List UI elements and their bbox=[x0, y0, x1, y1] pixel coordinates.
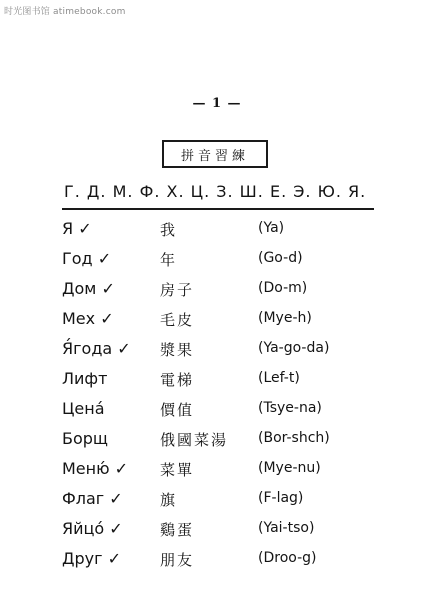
chinese-meaning: 毛皮 bbox=[160, 311, 195, 329]
chinese-meaning: 漿果 bbox=[160, 341, 195, 359]
russian-word: Меню́ ✓ bbox=[62, 459, 129, 478]
romanization: (Tsye-na) bbox=[258, 400, 322, 416]
romanization: (Yai-tso) bbox=[258, 520, 315, 536]
page-title: 拼音習練 bbox=[162, 140, 268, 168]
romanization: (Mye-nu) bbox=[258, 460, 321, 476]
vocab-row bbox=[0, 216, 434, 246]
chinese-meaning: 菜單 bbox=[160, 461, 195, 479]
alphabet-header: Г. Д. М. Ф. Х. Ц. З. Ш. Е. Э. Ю. Я. bbox=[64, 182, 367, 201]
chinese-meaning: 我 bbox=[160, 221, 178, 239]
vocab-row bbox=[0, 306, 434, 336]
russian-word: Цена́ bbox=[62, 399, 105, 418]
chinese-meaning: 價值 bbox=[160, 401, 195, 419]
vocab-row bbox=[0, 396, 434, 426]
page-number: — 1 — bbox=[192, 96, 242, 111]
chinese-meaning: 鷄蛋 bbox=[160, 521, 195, 539]
chinese-meaning: 俄國菜湯 bbox=[160, 431, 229, 449]
chinese-meaning: 朋友 bbox=[160, 551, 195, 569]
vocab-row bbox=[0, 486, 434, 516]
chinese-meaning: 房子 bbox=[160, 281, 195, 299]
alphabet-underline bbox=[62, 208, 374, 210]
watermark: 时光图书馆 atimebook.com bbox=[4, 7, 126, 17]
romanization: (Ya-go-da) bbox=[258, 340, 330, 356]
vocab-row bbox=[0, 366, 434, 396]
russian-word: Лифт bbox=[62, 369, 108, 388]
romanization: (F-lag) bbox=[258, 490, 304, 506]
vocab-row bbox=[0, 546, 434, 576]
russian-word: Я ✓ bbox=[62, 219, 92, 238]
romanization: (Bor-shch) bbox=[258, 430, 330, 446]
chinese-meaning: 旗 bbox=[160, 491, 178, 509]
vocab-row bbox=[0, 336, 434, 366]
romanization: (Go-d) bbox=[258, 250, 303, 266]
romanization: (Do-m) bbox=[258, 280, 308, 296]
vocab-row bbox=[0, 276, 434, 306]
romanization: (Ya) bbox=[258, 220, 285, 236]
vocab-row bbox=[0, 516, 434, 546]
russian-word: Мех ✓ bbox=[62, 309, 114, 328]
romanization: (Mye-h) bbox=[258, 310, 312, 326]
russian-word: Борщ bbox=[62, 429, 108, 448]
russian-word: Дом ✓ bbox=[62, 279, 115, 298]
chinese-meaning: 年 bbox=[160, 251, 178, 269]
russian-word: Яйцо́ ✓ bbox=[62, 519, 123, 538]
chinese-meaning: 電梯 bbox=[160, 371, 195, 389]
russian-word: Год ✓ bbox=[62, 249, 112, 268]
vocabulary-list bbox=[0, 216, 434, 576]
russian-word: Я́года ✓ bbox=[62, 339, 131, 358]
vocab-row bbox=[0, 426, 434, 456]
romanization: (Droo-g) bbox=[258, 550, 317, 566]
romanization: (Lef-t) bbox=[258, 370, 300, 386]
russian-word: Флаг ✓ bbox=[62, 489, 123, 508]
vocab-row bbox=[0, 456, 434, 486]
russian-word: Друг ✓ bbox=[62, 549, 122, 568]
vocab-row bbox=[0, 246, 434, 276]
